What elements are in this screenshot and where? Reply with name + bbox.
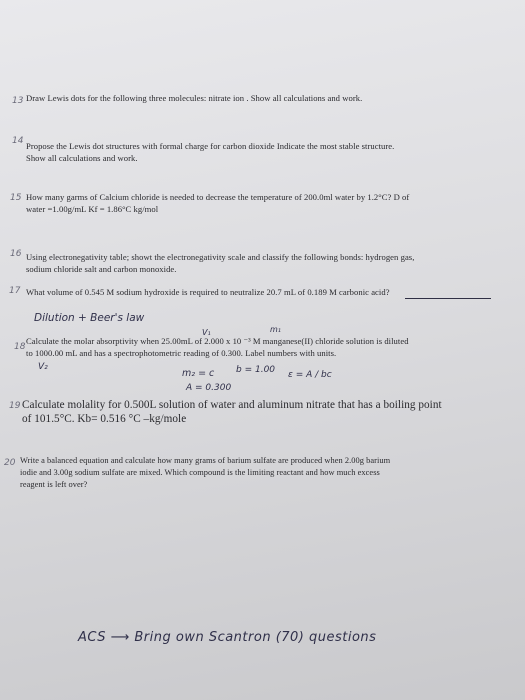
handwritten-b-equation: b = 1.00 <box>236 365 276 375</box>
question-20-line-3: reagent is left over? <box>20 480 88 489</box>
handwritten-v2-mark: V₂ <box>38 362 48 372</box>
question-18-line-1: Calculate the molar absorptivity when 25.00mL of 2.000 x 10 ⁻³ M manganese(II) chloride solution is diluted <box>26 336 409 346</box>
question-14-number: 14 <box>12 136 24 146</box>
question-13-text: Draw Lewis dots for the following three molecules: nitrate ion . Show all calculations and work. <box>26 93 363 103</box>
handwritten-a-equation: A = 0.300 <box>186 383 232 393</box>
question-15-line-1: How many garms of Calcium chloride is needed to decrease the temperature of 200.0ml water by 1.2°C? D of <box>26 192 410 202</box>
handwritten-epsilon-equation: ε = A / bc <box>288 370 332 380</box>
handwritten-bottom-note: ACS ⟶ Bring own Scantron (70) questions <box>78 630 377 645</box>
question-16-line-1: Using electronegativity table; showt the electronegativity scale and classify the following bonds: hydrogen gas, <box>26 252 415 262</box>
question-17-number: 17 <box>9 286 21 296</box>
question-18-number: 18 <box>14 342 26 352</box>
question-19-line-1: Calculate molality for 0.500L solution of water and aluminum nitrate that has a boiling point <box>22 399 442 411</box>
acid-underline <box>405 298 491 299</box>
question-14-line-2: Show all calculations and work. <box>26 153 138 163</box>
question-19-number: 19 <box>9 401 21 411</box>
question-15-line-2: water =1.00g/mL Kf = 1.86°C kg/mol <box>26 204 159 214</box>
question-14-line-1: Propose the Lewis dot structures with formal charge for carbon dioxide Indicate the most stable structure. <box>26 141 395 151</box>
question-13-number: 13 <box>12 96 24 106</box>
handwritten-m2-equation: m₂ = c <box>182 368 215 379</box>
question-16-line-2: sodium chloride salt and carbon monoxide. <box>26 264 177 274</box>
handwritten-m1-mark: m₁ <box>270 325 281 334</box>
handwritten-v1-mark: V₁ <box>202 328 211 337</box>
question-19-line-2: of 101.5°C. Kb= 0.516 °C –kg/mole <box>22 413 187 425</box>
handwritten-dilution-note: Dilution + Beer's law <box>34 312 145 324</box>
question-16-number: 16 <box>10 249 22 259</box>
question-20-line-2: iodie and 3.00g sodium sulfate are mixed. Which compound is the limiting reactant and how much excess <box>20 468 380 477</box>
question-18-line-2: to 1000.00 mL and has a spectrophotometric reading of 0.300. Label numbers with units. <box>26 348 337 358</box>
question-20-number: 20 <box>4 458 16 468</box>
question-15-number: 15 <box>10 193 22 203</box>
question-17-text: What volume of 0.545 M sodium hydroxide is required to neutralize 20.7 mL of 0.189 M carbonic acid? <box>26 287 390 297</box>
question-20-line-1: Write a balanced equation and calculate how many grams of barium sulfate are produced when 2.00g barium <box>20 456 391 465</box>
